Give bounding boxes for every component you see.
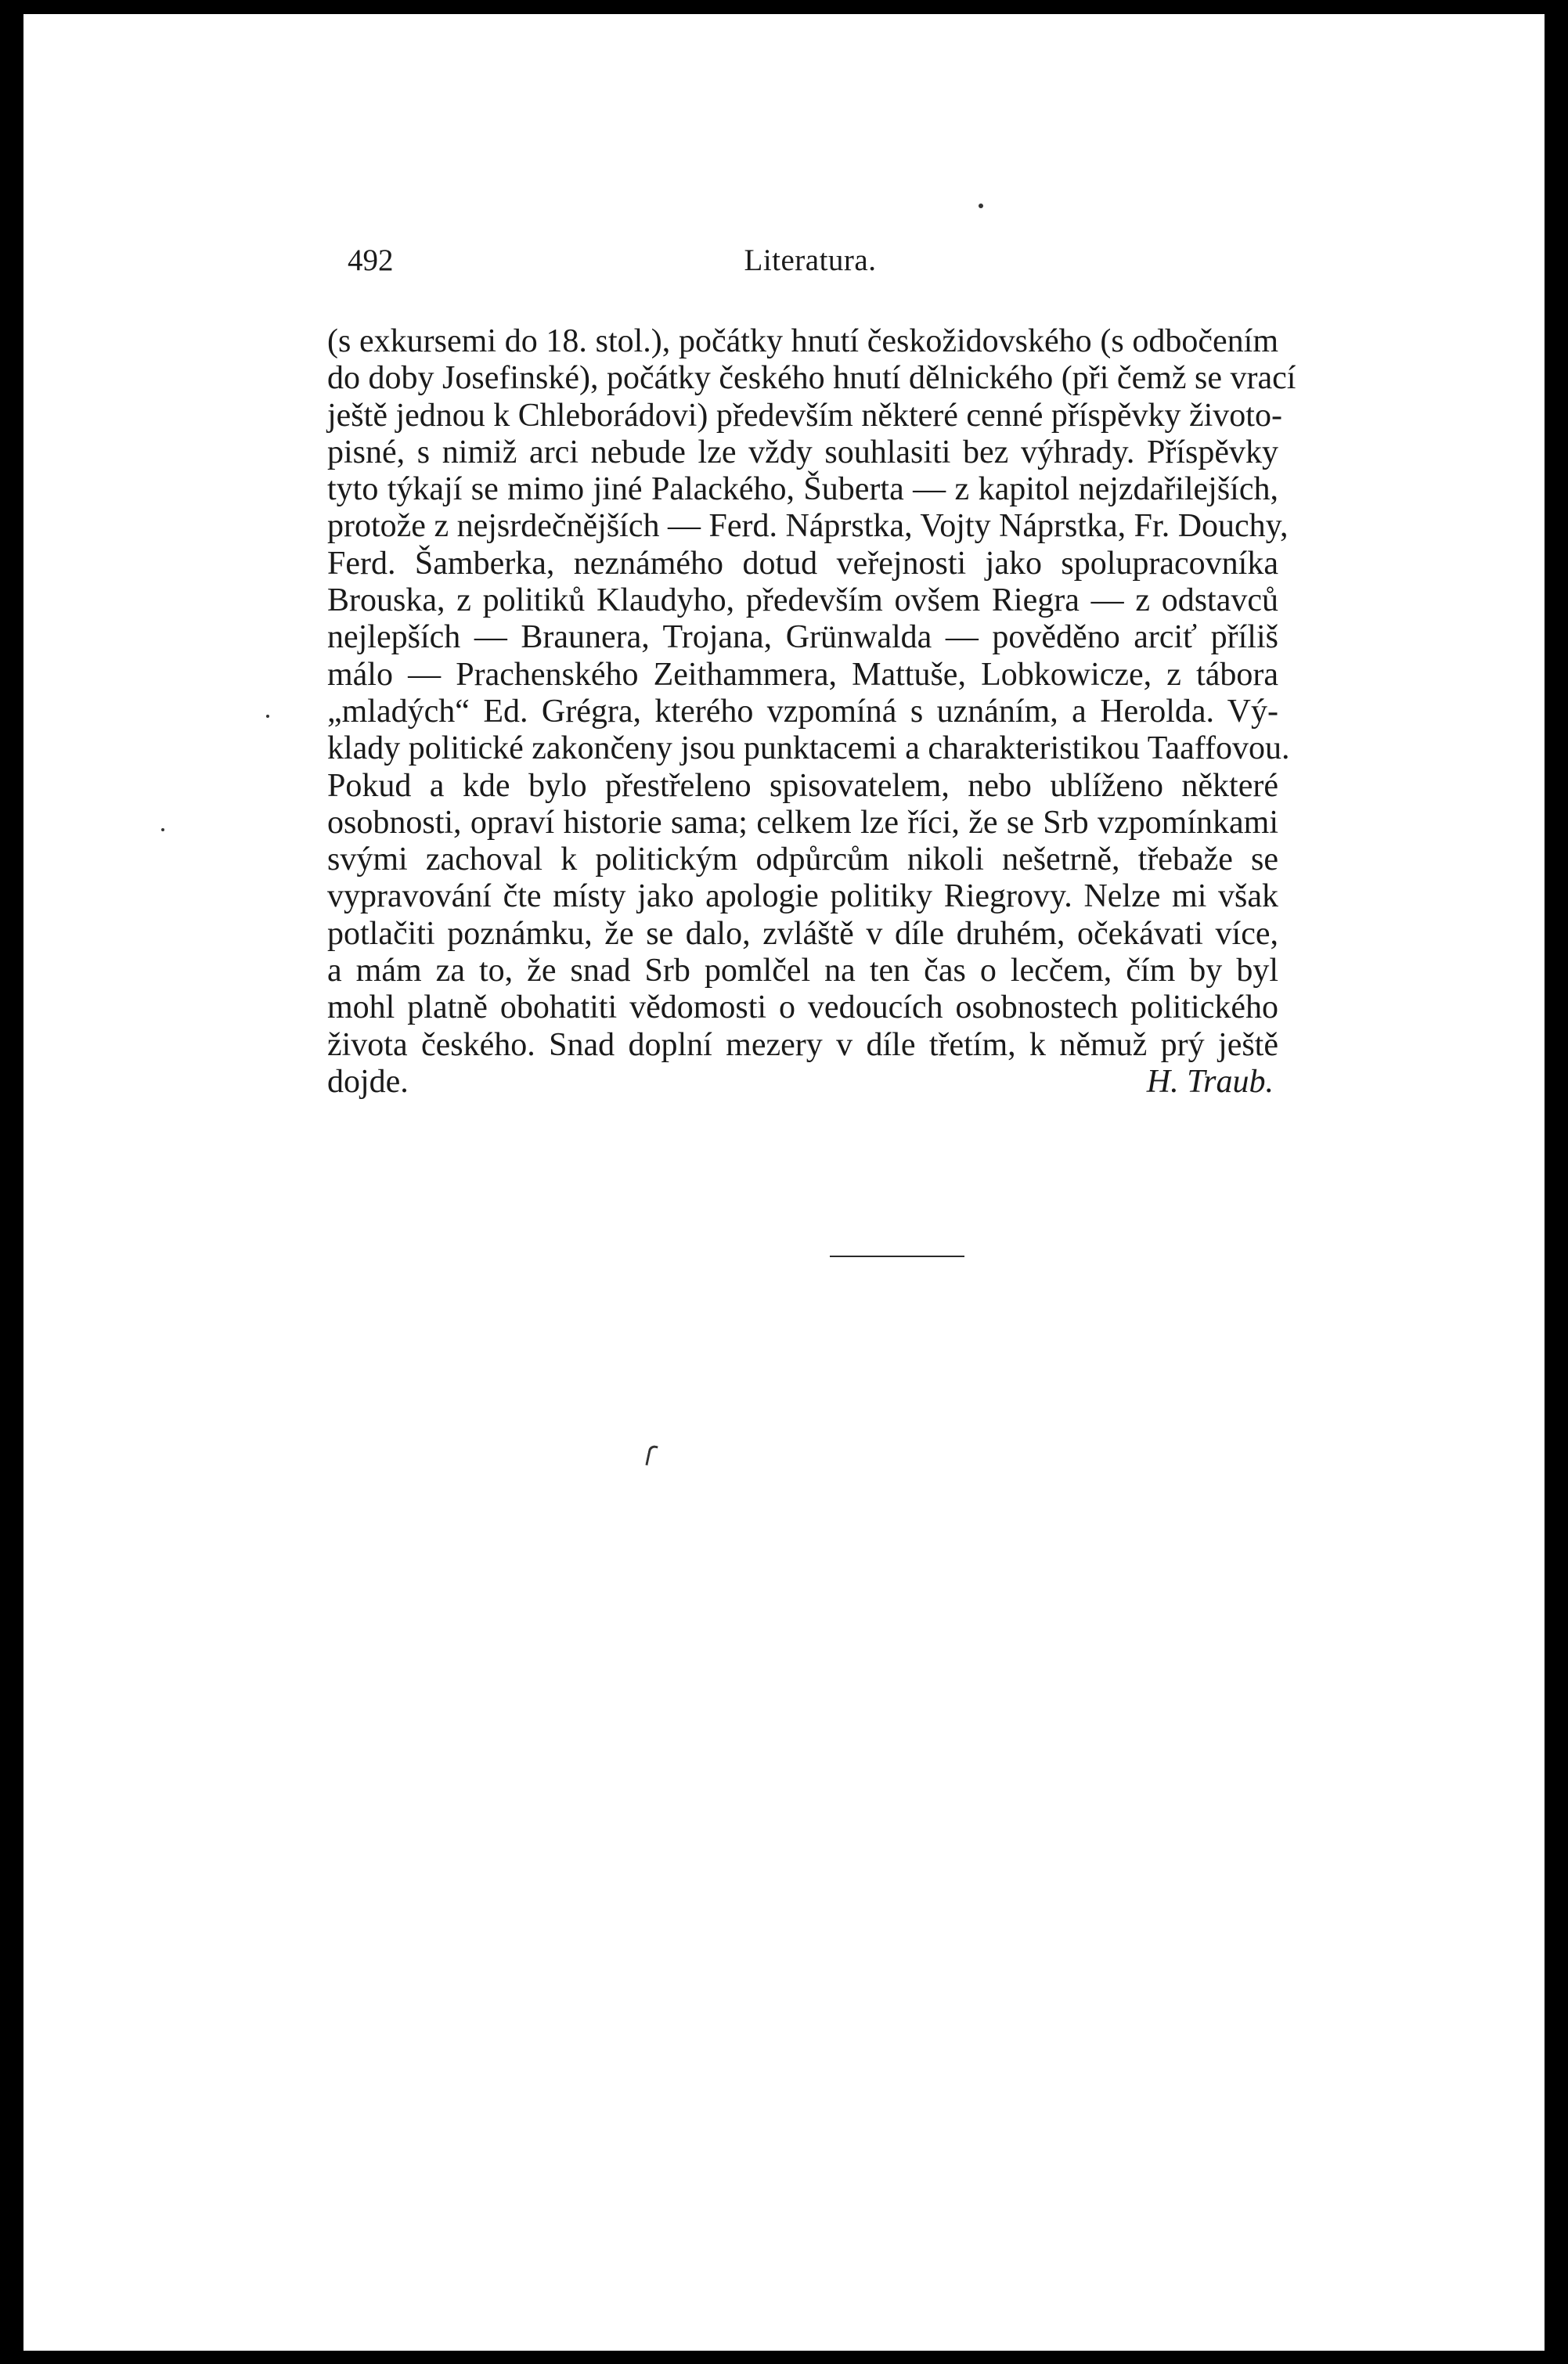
text-line: tyto týkají se mimo jiné Palackého, Šuberta — z kapitol nejzdařilejších, (327, 471, 1278, 508)
text-line: ještě jednou k Chleborádovi) především některé cenné příspěvky životo- (327, 397, 1282, 434)
text-line: a mám za to, že snad Srb pomlčel na ten čas o lecčem, čím by byl (327, 953, 1278, 989)
print-speck (266, 715, 269, 718)
author-signature: H. Traub. (1146, 1063, 1274, 1100)
body-paragraph (327, 323, 1296, 1101)
section-separator (830, 1256, 964, 1257)
text-line: „mladých“ Ed. Grégra, kterého vzpomíná s uznáním, a Herolda. Vý- (327, 693, 1278, 730)
closing-word: dojde. (327, 1063, 409, 1100)
print-speck (161, 828, 164, 831)
text-line: do doby Josefinské), počátky českého hnutí dělnického (při čemž se vrací (327, 360, 1296, 397)
text-line: Ferd. Šamberka, neznámého dotud veřejnosti jako spolupracovníka (327, 545, 1278, 582)
text-line: vypravování čte místy jako apologie politiky Riegrovy. Nelze mi však (327, 878, 1278, 915)
text-line: klady politické zakončeny jsou punktacemi a charakteristikou Taaffovou. (327, 730, 1290, 767)
text-line: potlačiti poznámku, že se dalo, zvláště v díle druhém, očekávati více, (327, 915, 1278, 952)
text-line: mohl platně obohatiti vědomosti o vedoucích osobnostech politického (327, 989, 1278, 1026)
page-number: 492 (348, 243, 394, 277)
page (23, 14, 1545, 2351)
text-line: Pokud a kde bylo přestřeleno spisovatelem, nebo ublíženo některé (327, 767, 1278, 804)
text-line: Brouska, z politiků Klaudyho, především ovšem Riegra — z odstavců (327, 582, 1278, 619)
text-line: osobnosti, opraví historie sama; celkem lze říci, že se Srb vzpomínkami (327, 804, 1278, 841)
text-line: života českého. Snad doplní mezery v díle třetím, k němuž prý ještě (327, 1026, 1278, 1063)
text-line: (s exkursemi do 18. stol.), počátky hnutí českožidovského (s odbočením (327, 323, 1278, 359)
text-line: svými zachoval k politickým odpůrcům nikoli nešetrně, třebaže se (327, 841, 1278, 878)
text-line: nejlepších — Braunera, Trojana, Grünwalda — pověděno arciť příliš (327, 619, 1278, 656)
text-line: málo — Prachenského Zeithammera, Mattuše, Lobkowicze, z tábora (327, 656, 1278, 693)
running-title: Literatura. (744, 243, 877, 277)
text-line-last (327, 1064, 1278, 1101)
print-mark (645, 1444, 658, 1467)
print-speck (979, 204, 983, 208)
page-header (329, 243, 1292, 290)
text-line: pisné, s nimiž arci nebude lze vždy souhlasiti bez výhrady. Příspěvky (327, 434, 1278, 470)
text-line: protože z nejsrdečnějších — Ferd. Náprstka, Vojty Náprstka, Fr. Douchy, (327, 508, 1289, 545)
